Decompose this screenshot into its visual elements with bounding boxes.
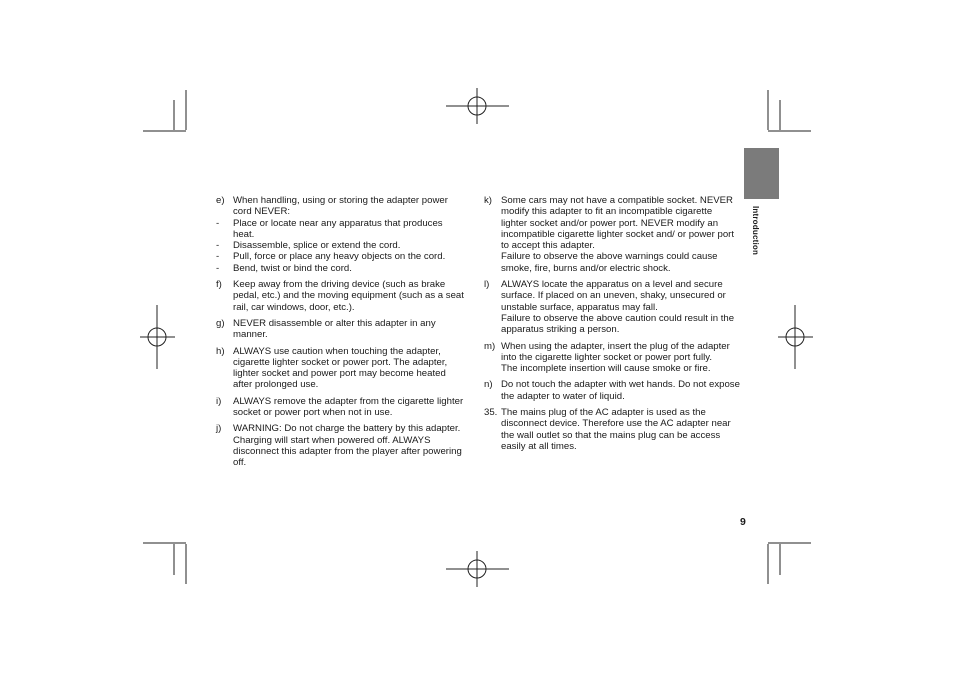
item-paragraph: Keep away from the driving device (such as brake pedal, etc.) and the moving equipment (such as a seat rail, car windows, door, etc.).	[233, 279, 464, 313]
section-tab	[744, 148, 779, 199]
item-text	[233, 195, 466, 218]
item-label: e)	[216, 195, 225, 206]
item-label: f)	[216, 279, 222, 291]
item-paragraph: Place or locate near any apparatus that produces heat.	[233, 217, 443, 240]
item-label: n)	[484, 379, 493, 391]
item-label: k)	[484, 195, 492, 206]
item-label: h)	[216, 345, 225, 357]
item-paragraph: Some cars may not have a compatible socket. NEVER modify this adapter to fit an incompatible cigarette lighter socket and/or power port. NEVER modify an incompatible cigarette lighter socket and/ or power port to accept this adapter.	[501, 195, 735, 252]
item-text	[233, 396, 466, 419]
item-label: -	[216, 262, 220, 274]
page-number: 9	[740, 516, 746, 528]
item-label: g)	[216, 317, 225, 329]
list-item	[216, 318, 466, 341]
item-paragraph: The mains plug of the AC adapter is used as the disconnect device. Therefore use the AC adapter near the wall outlet so that the mains plug can be access easily at all times.	[501, 407, 731, 452]
item-paragraph: ALWAYS remove the adapter from the cigarette lighter socket or power port when not in use.	[233, 395, 464, 419]
item-paragraph: ALWAYS use caution when touching the adapter, cigarette lighter socket or power port. The adapter, lighter socket and power port may become heated after prolonged use.	[233, 345, 448, 391]
item-label: 35.	[484, 407, 498, 419]
item-text	[233, 263, 466, 274]
list-item	[216, 251, 466, 262]
item-paragraph: Failure to observe the above caution could result in the apparatus striking a person.	[501, 312, 735, 336]
item-paragraph: Disassemble, splice or extend the cord.	[233, 240, 401, 252]
item-label: l)	[484, 279, 490, 291]
item-text	[233, 279, 466, 313]
list-item	[216, 279, 466, 313]
item-text	[233, 423, 466, 468]
list-item	[216, 195, 466, 218]
list-item	[216, 346, 466, 391]
item-paragraph: NEVER disassemble or alter this adapter in any manner.	[233, 317, 436, 341]
item-paragraph: ALWAYS locate the apparatus on a level and secure surface. If placed on an uneven, shaky, unsecured or unstable surface, apparatus may fall.	[501, 279, 726, 313]
section-tab-label: Introduction	[751, 206, 760, 256]
list-item	[484, 379, 740, 402]
item-label: -	[216, 240, 220, 252]
right-column	[484, 195, 740, 452]
list-item	[216, 263, 466, 274]
list-item	[216, 218, 466, 241]
item-paragraph: WARNING: Do not charge the battery by this adapter. Charging will start when powered off. ALWAYS disconnect this adapter from the player after powering off.	[233, 423, 462, 469]
item-text	[233, 218, 466, 241]
list-item	[216, 240, 466, 251]
item-paragraph: When using the adapter, insert the plug of the adapter into the cigarette lighter socket or power port fully.	[501, 340, 730, 363]
list-item	[484, 279, 740, 335]
item-text	[501, 407, 740, 452]
item-text	[501, 379, 740, 402]
item-text	[233, 240, 466, 251]
item-label: i)	[216, 395, 222, 407]
left-column	[216, 195, 466, 469]
item-paragraph: Pull, force or place any heavy objects on the cord.	[233, 251, 446, 263]
list-item	[484, 341, 740, 375]
item-label: m)	[484, 340, 496, 352]
item-text	[501, 341, 740, 375]
item-label: j)	[216, 423, 222, 435]
item-text	[233, 318, 466, 341]
item-text	[233, 251, 466, 262]
list-item	[216, 423, 466, 468]
item-text	[233, 346, 466, 391]
item-text	[501, 279, 740, 335]
list-item	[216, 396, 466, 419]
item-paragraph: Do not touch the adapter with wet hands. Do not expose the adapter to water of liquid.	[501, 379, 740, 402]
item-label: -	[216, 251, 220, 263]
item-paragraph: Failure to observe the above warnings could cause smoke, fire, burns and/or electric shock.	[501, 251, 718, 274]
item-paragraph: Bend, twist or bind the cord.	[233, 262, 352, 274]
item-label: -	[216, 217, 220, 229]
item-paragraph: The incomplete insertion will cause smoke or fire.	[501, 363, 711, 375]
list-item	[484, 407, 740, 452]
item-text	[501, 195, 740, 274]
list-item	[484, 195, 740, 274]
item-paragraph: When handling, using or storing the adapter power cord NEVER:	[233, 195, 448, 218]
